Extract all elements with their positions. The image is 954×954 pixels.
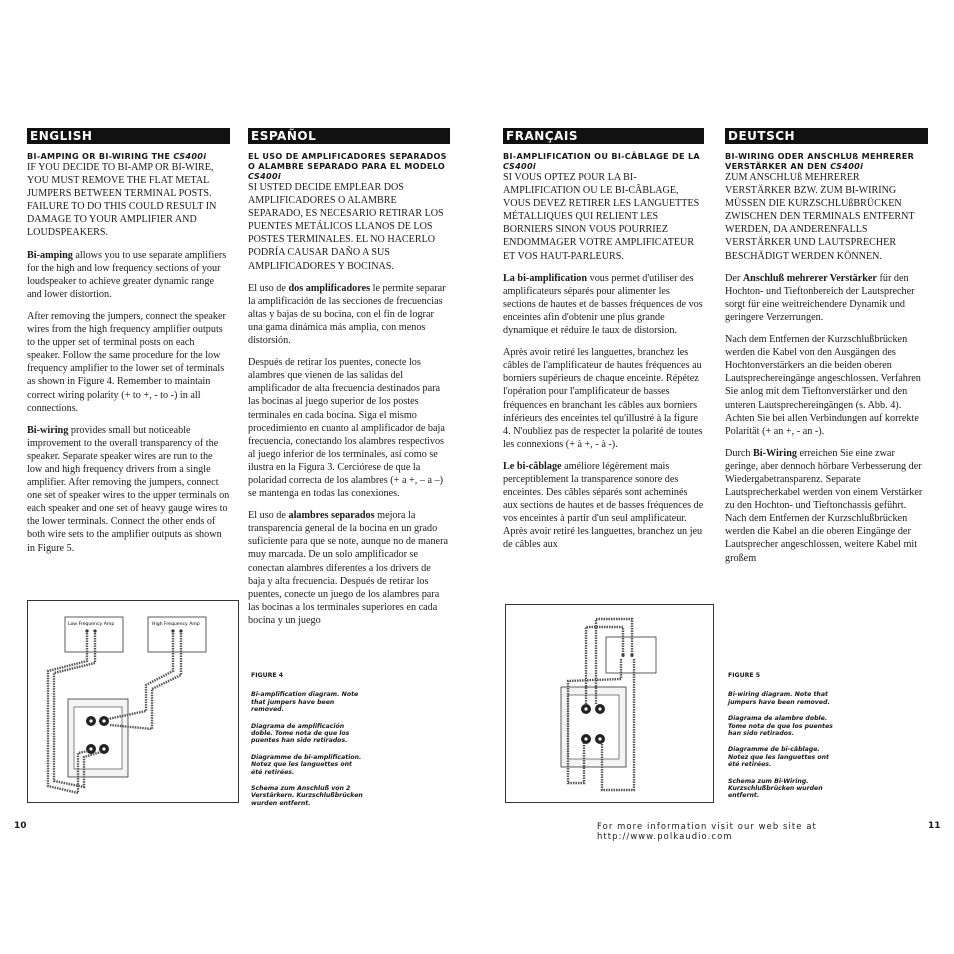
figure5-caption-fr: Diagramme de bi-câblage. Notez que les languettes ont été retirées. xyxy=(728,746,829,769)
english-column xyxy=(27,128,230,564)
francais-paragraph-biwiring: Le bi-câblage améliore légèrement mais perceptiblement la transparence sonore des enceintes. Des câbles séparés sont acheminés aux sections de hautes et de basses fréquences de vos enceintes à partir d'un seul amplificateur. Après avoir retiré les languettes, branchez un jeu de câbles aux xyxy=(503,460,704,551)
deutsch-paragraph-biamping: Der Anschluß mehrerer Verstärker für den Hochton- und Tieftonbereich der Lautsprecher sorgt für eine weitreichendere Dynamik und geringere Verzerrungen. xyxy=(725,272,915,323)
high-frequency-amp-label: High Frequency Amp xyxy=(152,622,200,627)
francais-heading: BI-AMPLIFICATION OU BI-CÂBLAGE DE LA CS400i xyxy=(503,151,700,171)
figure4-caption-de: Schema zum Anschluß von 2 Verstärkern. Kurzschlußbrücken wurden entfernt. xyxy=(251,785,363,807)
figure4-caption xyxy=(251,672,363,816)
francais-label: FRANÇAIS xyxy=(503,128,704,144)
figure5-caption xyxy=(728,672,833,809)
english-label: ENGLISH xyxy=(27,128,230,144)
page-number-left: 10 xyxy=(14,821,27,831)
deutsch-paragraph-procedure: Nach dem Entfernen der Kurzschlußbrücken werden die Kabel von den Ausgängen des Hochtonverstärkers an die beiden oberen Lautsprechereingänge angeschlossen. Verfahren Sie anlog mit dem Tieftonverstärker und den unteren Lautsprechereingängen (s. Abb. 4). Achten Sie bei allen Verbindungen auf korrekte Polarität (+ an +, - an -). xyxy=(725,334,921,437)
figure4-caption-es: Diagrama de amplificación doble. Tome nota de que los puentes han sido retirados. xyxy=(251,722,350,745)
figure4-illustration xyxy=(28,601,238,802)
figure4-caption-fr: Diagramme de bi-amplification. Notez que les languettes ont été retirées. xyxy=(251,753,362,776)
figure5-caption-de: Schema zum Bi-Wiring. Kurzschlußbrücken wurden entfernt. xyxy=(728,777,823,800)
espanol-column xyxy=(248,128,450,636)
francais-warning: SI VOUS OPTEZ POUR LA BI-AMPLIFICATION OU LE BI-CÂBLAGE, VOUS DEVEZ RETIRER LES LANGUETTES MÉTALLIQUES QUI RELIENT LES BORNIERS SINON VOUS POURRIEZ ENDOMMAGER VOTRE AMPLIFICATEUR ET VOS HAUT-PARLEURS. xyxy=(503,172,700,262)
espanol-paragraph-biwiring: El uso de alambres separados mejora la transparencia general de la bocina en un grado suficiente para que se note, aunque no de manera muy marcada. De un solo amplificador se conectan alambres diferentes a los drivers de baja y alta frecuencia. Después de retirar los puentes, conecte un juego de los alambres para las bocinas a los terminales superiores en cada bocina y un juego xyxy=(248,510,448,626)
figure4-caption-en: Bi-amplification diagram. Note that jumpers have been removed. xyxy=(251,691,359,714)
english-paragraph-biamping: Bi-amping allows you to use separate amplifiers for the high and low frequency sections of your loudspeaker to achieve greater dynamic range and lower distortion. xyxy=(27,249,227,300)
figure5-illustration xyxy=(506,605,713,802)
deutsch-warning: ZUM ANSCHLUß MEHRERER VERSTÄRKER BZW. ZUM BI-WIRING MÜSSEN DIE KURZSCHLUßBRÜCKEN ZWISCHEN DEN TERMINALS ENTFERNT WERDEN, DA ANDERENFALLS VERSTÄRKER UND LAUTSPRECHER BESCHÄDIGT WERDEN KÖNNEN. xyxy=(725,172,915,262)
english-paragraph-biwiring: Bi-wiring provides small but noticeable improvement to the overall transparency of the speaker. Separate speaker wires are run to the low and high frequency drivers from a single amplifier. After removing the jumpers, connect one set of speaker wires to the upper terminals on each speaker and one set of heavy gauge wires to the lower terminals. Connect the other ends of both wire sets to the amplifier outputs as shown in Figure 5. xyxy=(27,424,230,554)
figure5-title: FIGURE 5 xyxy=(728,672,761,679)
figure4-diagram xyxy=(27,600,239,803)
deutsch-paragraph-biwiring: Durch Bi-Wiring erreichen Sie eine zwar geringe, aber dennoch hörbare Verbesserung der Wiedergabetransparenz. Separate Lautsprecherkabel werden von einem Verstärker zu den Hochton- und Tieftonchassis geführt. Nach dem Entfernen der Kurzschlußbrücken werden die Kabel an die oberen Eingänge der Lautsprecher angeschlossen, weitere Kabel mit großem xyxy=(725,447,923,564)
espanol-warning: SI USTED DECIDE EMPLEAR DOS AMPLIFICADORES O ALAMBRE SEPARADO, ES NECESARIO RETIRAR LOS PUENTES METÁLICOS LLANOS DE LOS POSTES TERMINALES. EL NO HACERLO PODRÍA CAUSAR DAÑO A SUS AMPLIFICADORES Y BOCINAS. xyxy=(248,182,444,272)
english-paragraph-procedure: After removing the jumpers, connect the speaker wires from the high frequency amplifier outputs to the upper set of terminal posts on each speaker. Follow the same procedure for the low frequency amplifier to the lower set of terminals as shown in Figure 4. Remember to maintain correct wiring polarity (+ to +, - to -) in all connections. xyxy=(27,310,226,414)
low-frequency-amp-label: Low Frequency Amp xyxy=(68,622,115,627)
page-number-right: 11 xyxy=(928,821,941,831)
francais-column xyxy=(503,128,704,561)
espanol-paragraph-biamping: El uso de dos amplificadores le permite separar la amplificación de las secciones de frecuencias altas y bajas de su bocina, con el fin de lograr una gama dinámica más amplia, con menos distorsión. xyxy=(248,282,446,347)
figure5-caption-es: Diagrama de alambre doble. Tome nota de que los puentes han sido retirados. xyxy=(728,715,833,738)
deutsch-column xyxy=(725,128,928,574)
footer-website-text: For more information visit our web site at http://www.polkaudio.com xyxy=(597,821,817,841)
francais-paragraph-biamping: La bi-amplification vous permet d'utiliser des amplificateurs séparés pour alimenter les sections de hautes et de basses fréquences de vos enceintes afin d'obtenir une plus grande dynamique et réduire le taux de distorsion. xyxy=(503,272,703,337)
figure4-title: FIGURE 4 xyxy=(251,672,284,679)
deutsch-label: DEUTSCH xyxy=(725,128,928,144)
espanol-paragraph-procedure: Después de retirar los puentes, conecte los alambres que vienen de las salidas del amplificador de alta frecuencia destinados para las bocinas al juego superior de los postes terminales en cada bocina. Siga el mismo procedimiento en cuanto al amplificador de baja frecuencia, conectando los alambres respectivos al juego inferior de los terminales, así como se ilustra en la Figura 3. Cerciórese de que la polaridad correcta de los alambres (+ a +, – a –) se mantenga en todas las conexiones. xyxy=(248,357,445,500)
espanol-heading: EL USO DE AMPLIFICADORES SEPARADOS O ALAMBRE SEPARADO PARA EL MODELO CS400i xyxy=(248,151,447,181)
espanol-label: ESPAÑOL xyxy=(248,128,450,144)
figure5-diagram xyxy=(505,604,714,803)
english-warning: IF YOU DECIDE TO BI-AMP OR BI-WIRE, YOU MUST REMOVE THE FLAT METAL JUMPERS BETWEEN TERMINAL POSTS. FAILURE TO DO THIS COULD RESULT IN DAMAGE TO YOUR AMPLIFIER AND LOUDSPEAKERS. xyxy=(27,162,217,239)
english-heading: BI-AMPING OR BI-WIRING THE CS400i xyxy=(27,151,207,161)
francais-paragraph-procedure: Après avoir retiré les languettes, branchez les câbles de l'amplificateur de hautes fréquences au borniers supérieurs de chaque enceinte. Répétez l'opération pour l'amplificateur de basses fréquences en branchant les câbles aux borniers inférieurs des enceintes tel qu'illustré à la figure 4. N'oubliez pas de respecter la polarité de toutes les connexions (+ à +, - à -). xyxy=(503,347,703,450)
figure5-caption-en: Bi-wiring diagram. Note that jumpers have been removed. xyxy=(728,691,830,706)
deutsch-heading: BI-WIRING ODER ANSCHLUß MEHRERER VERSTÄRKER AN DEN CS400i xyxy=(725,151,915,171)
